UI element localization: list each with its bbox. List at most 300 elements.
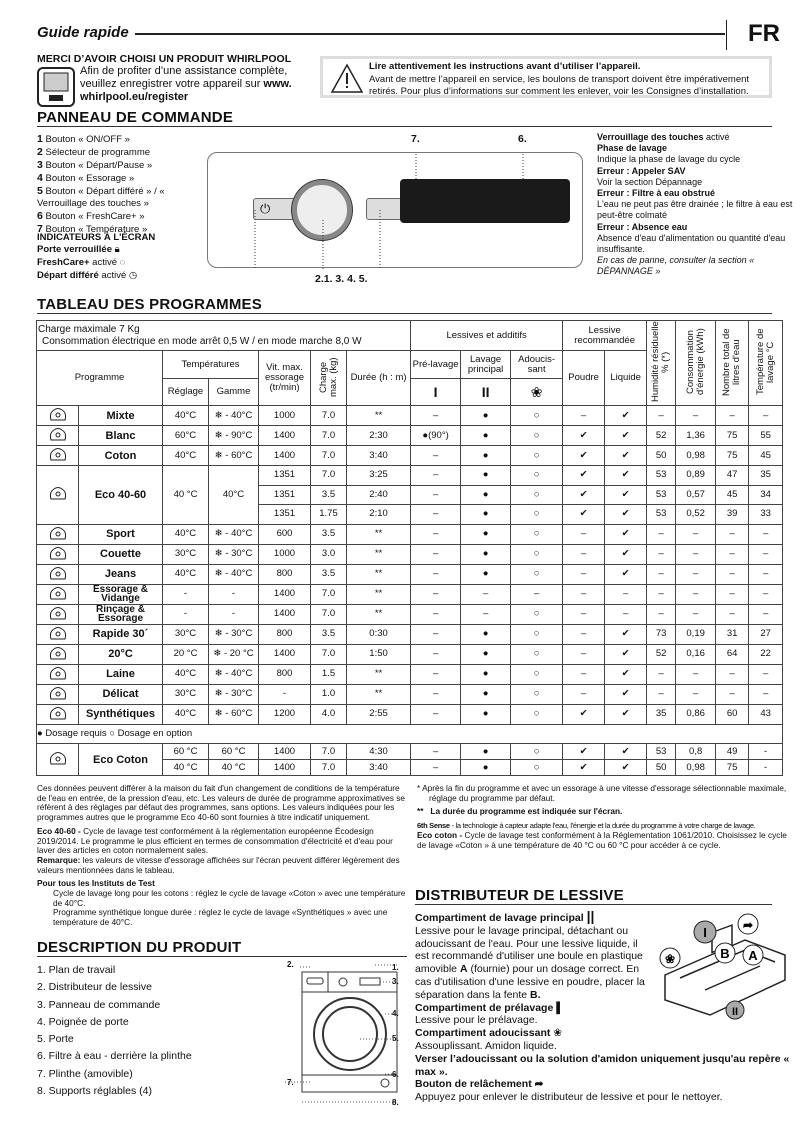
table-cell: – [676,584,716,604]
dosage-legend: ● Dosage requis ○ Dosage en option [37,724,783,744]
temp-range: ❄ - 90°C [209,426,259,446]
table-cell: - [749,760,783,776]
table-row [37,446,783,466]
program-name: Jeans [79,564,163,584]
note-eco: Eco 40-60 - Cycle de lavage test conformément à la réglementation européenne Écodesign 2019/2014. Le programme le plus efficient en termes de consommation d'électricité et d'eau pour laver des articles en coton normalement sales. [37,825,393,856]
table-cell: 1000 [259,406,311,426]
part-item: 5. Porte [37,1033,74,1046]
computer-icon [37,67,75,107]
table-cell: – [411,644,461,664]
table-cell: – [411,584,461,604]
table-cell: 40 °C [163,760,209,776]
table-cell: 7.0 [311,644,347,664]
charge-label: Charge maximale 7 Kg [38,323,140,335]
panel-item: 7 Bouton « Température » [37,223,148,235]
prewash-icon: I [411,379,461,406]
table-cell: 55 [749,426,783,446]
water-header: Nombre total de litres d'eau [721,327,743,396]
table-cell: – [647,406,676,426]
table-cell: 0,98 [676,446,716,466]
energy-header: Consommation d'énergie (kWh) [684,328,706,395]
part-item: 7. Plinthe (amovible) [37,1067,133,1080]
table-cell: 52 [647,644,676,664]
prewash-heading: Compartiment de prélavage ▌ [415,1001,564,1014]
table-row [37,426,783,446]
table-cell: ✔ [605,406,647,426]
table-cell: – [605,604,647,624]
table-cell: 22 [749,644,783,664]
temp-setting: 40°C [163,446,209,466]
table-cell: – [716,664,749,684]
table-cell: 1200 [259,704,311,724]
table-cell: ○ [511,604,563,624]
temp-range: 40°C [209,466,259,525]
table-row [37,684,783,704]
table-cell: – [647,604,676,624]
table-cell: 53 [647,485,676,505]
washing-machine-diagram [280,962,405,1112]
table-cell: ✔ [605,624,647,644]
table-cell: ** [347,664,411,684]
table-cell: 35 [749,466,783,486]
table-row [37,564,783,584]
temp-range: ❄ - 40°C [209,406,259,426]
register-body: Afin de profiter d’une assistance complète, veuillez enregistrer votre appareil sur [80,65,288,90]
table-cell: ✔ [605,446,647,466]
table-cell: – [749,564,783,584]
temp-setting: 60°C [163,426,209,446]
table-cell: ✔ [605,664,647,684]
table-cell: ● [461,505,511,525]
table-cell: – [676,544,716,564]
table-cell: – [676,664,716,684]
table-row [37,466,783,486]
table-cell: – [676,406,716,426]
table-cell: ✔ [605,466,647,486]
table-cell: ✔ [563,760,605,776]
indicators-heading: INDICATEURS À L'ÉCRAN [37,232,156,243]
consumption-label: Consommation électrique en mode arrêt 0,5 W / en mode marche 8,0 W [42,335,362,347]
table-cell: – [647,584,676,604]
temp-setting: 30°C [163,684,209,704]
reglage-header: Réglage [163,379,209,406]
indicator-desc: Verrouillage des touches activé [597,132,730,142]
table-cell: ✔ [605,760,647,776]
prewash-header: Pré-lavage [411,351,461,379]
table-cell: 0,52 [676,505,716,525]
table-cell: – [647,684,676,704]
table-cell: 43 [749,704,783,724]
program-table [36,320,783,776]
divider [135,33,725,35]
table-cell: 75 [716,426,749,446]
table-cell: – [563,664,605,684]
table-row [37,604,783,624]
table-row [37,544,783,564]
table-cell: 1:50 [347,644,411,664]
table-cell: – [716,564,749,584]
table-cell: ** [347,564,411,584]
table-cell: 3.5 [311,624,347,644]
table-cell: 27 [749,624,783,644]
table-cell: ○ [511,664,563,684]
table-cell: ● [461,406,511,426]
table-cell: ✔ [605,544,647,564]
test-heading: Pour tous les Instituts de Test [37,878,155,889]
table-cell: – [676,684,716,704]
table-cell: 3:40 [347,760,411,776]
table-cell: 1000 [259,544,311,564]
table-cell: – [647,544,676,564]
gamme-header: Gamme [209,379,259,406]
callout-lines [200,140,600,280]
svg-text:A: A [748,948,758,963]
table-cell: ✔ [605,564,647,584]
temp-setting: 40°C [163,406,209,426]
table-cell: 0,98 [676,760,716,776]
program-name: Eco Coton [79,744,163,776]
programme-header: Programme [37,351,163,406]
footnote-1: * Après la fin du programme et avec un essorage à une vitesse d'essorage sélectionnable maximale, réglage du programme par défaut. [417,783,787,803]
synthetic-icon [47,705,69,721]
softener-heading: Compartiment adoucissant ❀ [415,1027,563,1040]
table-cell: 0,89 [676,466,716,486]
warning-title: Lire attentivement les instructions avant d’utiliser l’appareil. [369,61,641,72]
temp-range: ❄ - 40°C [209,664,259,684]
table-cell: 47 [716,466,749,486]
table-cell: ○ [511,644,563,664]
table-cell: – [411,664,461,684]
table-cell: 4.0 [311,704,347,724]
panel-item: 1 Bouton « ON/OFF » [37,133,130,145]
table-cell: ○ [511,406,563,426]
table-cell: 45 [716,485,749,505]
table-cell: 3.0 [311,544,347,564]
table-cell: – [749,584,783,604]
table-cell: 7.0 [311,406,347,426]
table-cell: 1,36 [676,426,716,446]
table-cell: ○ [511,624,563,644]
table-cell: 75 [716,446,749,466]
jeans-icon [47,565,69,581]
part-item: 3. Panneau de commande [37,998,161,1011]
temp-setting: 40°C [163,564,209,584]
language-code: FR [748,20,780,47]
table-row [37,704,783,724]
eco-40-60-icon [47,485,69,501]
table-cell: 800 [259,664,311,684]
table-row [37,406,783,426]
spin-drain-icon [47,585,69,601]
table-cell: ○ [511,446,563,466]
table-cell: 50 [647,760,676,776]
temp-setting: 20 °C [163,644,209,664]
table-cell: ○ [511,544,563,564]
table-cell: ○ [511,485,563,505]
table-cell: 53 [647,466,676,486]
table-cell: 1400 [259,744,311,760]
panel-item: 3 Bouton « Départ/Pause » [37,159,153,171]
note-6th-sense: 6th Sense - la technologie à capteur adapte l'eau, l'énergie et la durée du programme à votre charge de lavage. [417,821,756,831]
table-cell: ○ [511,524,563,544]
table-cell: – [461,604,511,624]
diagram-label: 6. [392,1070,399,1079]
warning-box [320,56,772,98]
table-cell: ● [461,760,511,776]
notes-right [417,784,797,850]
table-cell: 1.75 [311,505,347,525]
table-cell: ● [461,744,511,760]
table-cell: 39 [716,505,749,525]
program-name: Délicat [79,684,163,704]
program-name: Rapide 30´ [79,624,163,644]
warning-text: Avant de mettre l’appareil en service, les boulons de transport doivent être impérativement retirés. Pour plus d’informations sur comment les enlever, voir les Consignes d’installation. [369,74,750,97]
table-cell: ○ [511,426,563,446]
table-cell: ● [461,446,511,466]
table-cell: 7.0 [311,446,347,466]
indicator-desc: Voir la section Dépannage [597,176,703,187]
table-cell: – [716,406,749,426]
table-cell: 53 [647,505,676,525]
table-cell: 4:30 [347,744,411,760]
table-cell: 1.5 [311,664,347,684]
diagram-label: 7. [287,1078,294,1087]
table-cell: - [749,744,783,760]
warning-icon [331,63,363,93]
table-cell: 60 °C [209,744,259,760]
program-name: Mixte [79,406,163,426]
table-cell: – [647,664,676,684]
register-heading: MERCI D’AVOIR CHOISI UN PRODUIT WHIRLPOOL [37,53,292,65]
table-cell: – [411,466,461,486]
temp-setting: 40 °C [163,466,209,525]
liquid-header: Liquide [605,351,647,406]
delicate-icon [47,685,69,701]
program-name: Coton [79,446,163,466]
table-cell: ● [461,485,511,505]
duration-header: Durée (h : m) [347,351,411,406]
softener-text: Assouplissant. Amidon liquide. [415,1039,557,1052]
table-cell: – [411,505,461,525]
table-cell: 53 [647,744,676,760]
table-cell: 2:55 [347,704,411,724]
table-cell: – [411,604,461,624]
table-cell: 1351 [259,485,311,505]
table-cell: ✔ [563,744,605,760]
table-cell: 7.0 [311,466,347,486]
mixed-icon [47,406,69,422]
table-cell: 40 °C [209,760,259,776]
indicator-desc: Absence d'eau d'alimentation ou quantité d'eau insuffisante. [597,232,786,255]
section-heading: PANNEAU DE COMMANDE [37,109,772,127]
table-row [37,744,783,760]
temp-range: - [209,604,259,624]
mainwash-header: Lavage principal [461,351,511,379]
table-cell: 1400 [259,604,311,624]
table-cell: 800 [259,624,311,644]
table-cell: – [749,544,783,564]
table-cell: 800 [259,564,311,584]
svg-text:➦: ➦ [742,918,754,932]
indicator-delay: Départ différé activé ◷ [37,270,138,281]
table-cell: ✔ [563,426,605,446]
program-name: Sport [79,524,163,544]
table-cell: – [647,524,676,544]
table-cell: – [461,584,511,604]
notes-left [37,784,407,928]
temp-setting: - [163,604,209,624]
callout-bottom: 2.1. 3. 4. 5. [315,273,368,285]
table-cell: 3:40 [347,446,411,466]
temp-range: ❄ - 60°C [209,704,259,724]
table-cell: 7.0 [311,604,347,624]
table-cell: 73 [647,624,676,644]
guide-title: Guide rapide [37,24,129,41]
table-cell: – [716,544,749,564]
diagram-label: 5. [392,1034,399,1043]
program-name: Laine [79,664,163,684]
table-cell: ● [461,664,511,684]
table-cell: ✔ [563,446,605,466]
section-heading: DESCRIPTION DU PRODUIT [37,939,407,957]
table-cell: – [749,524,783,544]
program-name: Synthétiques [79,704,163,724]
table-cell: 1400 [259,584,311,604]
table-cell: 3:25 [347,466,411,486]
program-name: Rinçage & Essorage [79,604,163,624]
panel-button-list [37,133,217,236]
table-cell: – [411,760,461,776]
table-cell: ** [347,544,411,564]
table-cell: – [605,584,647,604]
table-cell: 1400 [259,644,311,664]
table-cell: – [563,524,605,544]
note-remark: Remarque: les valeurs de vitesse d'essorage affichées sur l'écran peuvent différer légèrement des valeurs mentionnées dans le tableau. [37,854,400,875]
product-parts-list [37,962,192,1100]
table-cell: 7.0 [311,426,347,446]
register-link[interactable]: www. whirlpool.eu/register [80,78,292,103]
lessive-rec-header: Lessive recommandée [563,321,647,351]
diagram-label: 2. [287,960,294,969]
indicator-freshcare: FreshCare+ activé ◌ [37,257,126,268]
svg-text:B: B [720,946,730,961]
duvet-icon [47,545,69,561]
table-cell: 1400 [259,426,311,446]
test-note: Cycle de lavage long pour les cotons : réglez le cycle de lavage «Coton » avec une température de 40°C. [53,888,406,908]
table-cell: – [411,564,461,584]
power-icon: ⏻ [260,201,271,216]
table-cell: 75 [716,760,749,776]
table-cell: – [676,564,716,584]
svg-text:❀: ❀ [664,952,676,966]
table-cell: – [411,544,461,564]
table-cell: ● [461,426,511,446]
part-item: 6. Filtre à eau - derrière la plinthe [37,1050,192,1063]
lessives-header: Lessives et additifs [411,321,563,351]
table-cell: ✔ [563,466,605,486]
note-paragraph: Ces données peuvent différer à la maison du fait d'un changement de conditions de la température de l'eau en entrée, de la pression d'eau, etc. Les valeurs de durée de programme approximatives se réfèrent à des réglages par défaut des programmes, sans options. Les valeurs indiquées pour les programmes autres que le programme Eco 40-60 sont fournies à titre indicatif uniquement. [37,783,405,823]
cotton-icon [47,446,69,462]
table-cell: – [511,584,563,604]
diagram-label: 8. [392,1098,399,1107]
table-row [37,624,783,644]
table-row [37,524,783,544]
table-cell: ✔ [563,505,605,525]
temp-setting: 40°C [163,524,209,544]
table-cell: – [563,406,605,426]
table-cell: ○ [511,466,563,486]
panel-item: 5 Bouton « Départ différé » / « Verrouillage des touches » [37,185,165,209]
table-cell: 7.0 [311,760,347,776]
table-cell: ● [461,466,511,486]
part-item: 1. Plan de travail [37,964,116,976]
indicator-desc: L'eau ne peut pas être drainée ; le filtre à eau est peut-être colmaté [597,199,793,221]
table-cell: ** [347,604,411,624]
table-cell: – [647,564,676,584]
table-cell: 0,86 [676,704,716,724]
table-cell: – [563,644,605,664]
table-cell: 2:40 [347,485,411,505]
part-item: 2. Distributeur de lessive [37,981,152,994]
table-cell: ✔ [605,644,647,664]
20c-icon [47,645,69,661]
table-cell: – [676,604,716,624]
temp-range: ❄ - 40°C [209,564,259,584]
table-cell: – [563,624,605,644]
temp-range: ❄ - 30°C [209,624,259,644]
table-cell: ** [347,684,411,704]
lock-icon: 🔒︎ [114,244,120,255]
table-cell: ● [461,524,511,544]
table-cell: 35 [647,704,676,724]
register-text [80,65,310,104]
panel-item: 2 Sélecteur de programme [37,146,151,158]
temp-setting: 40°C [163,704,209,724]
table-cell: – [676,524,716,544]
table-cell: 1.0 [311,684,347,704]
table-cell: – [411,744,461,760]
table-cell: 64 [716,644,749,664]
sport-icon [47,525,69,541]
table-cell: 7.0 [311,584,347,604]
divider [726,20,727,50]
table-cell: 600 [259,524,311,544]
table-cell: 1351 [259,466,311,486]
troubleshoot-note: En cas de panne, consulter la section « DÉPANNAGE » [597,255,755,277]
table-cell: - [259,684,311,704]
table-cell: – [411,446,461,466]
panel-item: 4 Bouton « Essorage » [37,172,135,184]
table-cell: – [749,664,783,684]
table-cell: 52 [647,426,676,446]
panel-item: 6 Bouton « FreshCare+ » [37,210,145,222]
callout-6: 6. [518,133,527,145]
indicator-desc: Indique la phase de lavage du cycle [597,154,741,165]
table-cell: ● [461,564,511,584]
table-cell: – [411,704,461,724]
table-cell: ● [461,704,511,724]
diagram-label: 4. [392,1009,399,1018]
table-cell: ✔ [605,485,647,505]
table-cell: – [716,584,749,604]
callout-7: 7. [411,133,420,145]
table-cell: ✔ [605,505,647,525]
label-i: I [703,925,707,940]
temp-range: ❄ - 40°C [209,524,259,544]
diagram-label: 3. [392,977,399,986]
table-cell: – [563,584,605,604]
humidity-header: Humidité résiduelle % (*) [650,321,672,402]
